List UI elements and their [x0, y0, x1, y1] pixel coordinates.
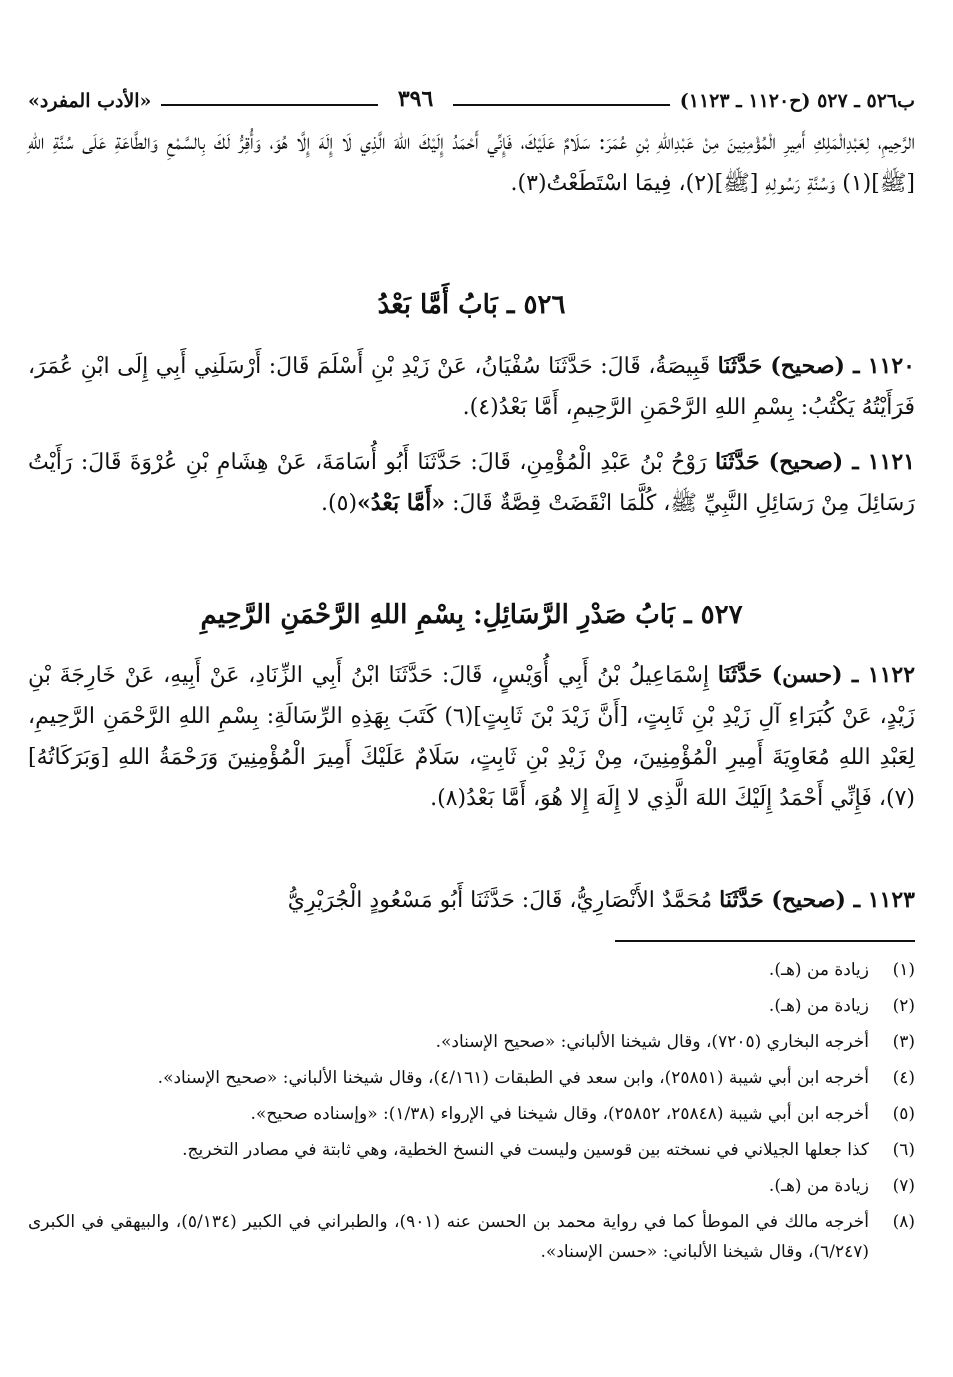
- header-rule-left: [161, 104, 377, 106]
- hadith-1120-head: ١١٢٠ ـ (صحيح) حَدَّثَنَا: [717, 353, 915, 379]
- hadith-1120-text: قَبِيصَةُ، قَالَ: حَدَّثَنَا سُفْيَانُ، عَنْ زَيْدِ بْنِ أَسْلَمَ قَالَ: أَرْسَلَنِي أَبِي إِلَى ابْنِ عُمَرَ، فَرَأَيْتُهُ يَكْتُبُ: بِسْمِ اللهِ الرَّحْمَنِ الرَّحِيمِ، أَمَّا بَعْدُ(٤).: [28, 354, 915, 420]
- chapter-527-title: ٥٢٧ ـ بَابُ صَدْرِ الرَّسَائِلِ: بِسْمِ اللهِ الرَّحْمَنِ الرَّحِيمِ: [200, 600, 743, 630]
- footnote-text: أخرجه ابن أبي شيبة (٢٥٨٤٨، ٢٥٨٥٢)، وقال شيخنا في الإرواء (١/٣٨): «وإسناده صحيح».: [250, 1104, 869, 1124]
- footnotes: [28, 955, 915, 1273]
- book-title: «الأدب المفرد»: [28, 90, 152, 112]
- footnote-text: زيادة من (هـ).: [768, 1176, 869, 1196]
- footnote-text: أخرجه البخاري (٧٢٠٥)، وقال شيخنا الألباني: «صحيح الإسناد».: [435, 1032, 869, 1052]
- hadith-1122-text: إِسْمَاعِيلُ بْنُ أَبِي أُوَيْسٍ، قَالَ: حَدَّثَنَا ابْنُ أَبِي الزِّنَادِ، عَنْ أَبِيهِ، عَنْ خَارِجَةَ بْنِ زَيْدٍ، عَنْ كُبَرَاءِ آلِ زَيْدِ بْنِ ثَابِتٍ، [أَنَّ زَيْدَ بْنَ ثَابِتٍ](٦) كَتَبَ بِهَذِهِ الرِّسَالَةِ: بِسْمِ اللهِ الرَّحْمَنِ الرَّحِيمِ، لِعَبْدِ اللهِ مُعَاوِيَةَ أَمِيرِ الْمُؤْمِنِينَ، مِنْ زَيْدِ بْنِ ثَابِتٍ، سَلَامٌ عَلَيْكَ أَمِيرَ الْمُؤْمِنِينَ وَرَحْمَةُ اللهِ [وَبَرَكَاتُهُ](٧)، فَإِنِّي أَحْمَدُ إِلَيْكَ اللهَ الَّذِي لا إِلَهَ إِلا هُوَ، أَمَّا بَعْدُ(٨).: [28, 663, 916, 811]
- footnote-3: [28, 1027, 915, 1057]
- footnote-1: [28, 955, 915, 985]
- hadith-1121-tail: «أَمَّا بَعْدُ»: [357, 490, 446, 516]
- footnote-number: (٢): [892, 996, 915, 1016]
- footnote-number: (١): [892, 960, 915, 980]
- footnote-text: زيادة من (هـ).: [768, 996, 869, 1016]
- hadith-1123-text: مُحَمَّدٌ الأَنْصَارِيُّ، قَالَ: حَدَّثَنَا أَبُو مَسْعُودٍ الْجُرَيْرِيُّ: [287, 888, 720, 913]
- header-rule-right: [453, 104, 669, 106]
- footnote-number: (٨): [892, 1212, 915, 1232]
- hadith-1123-head: ١١٢٣ ـ (صحيح) حَدَّثَنَا: [719, 887, 915, 913]
- footnote-text: كذا جعلها الجيلاني في نسخته بين قوسين وليست في النسخ الخطية، وهي ثابتة في مصادر التخريج.: [182, 1140, 869, 1160]
- footnote-4: [28, 1063, 915, 1093]
- chapter-526-title: ٥٢٦ ـ بَابُ أَمَّا بَعْدُ: [377, 290, 566, 320]
- intro-paragraph: [28, 122, 915, 204]
- footnote-8: [28, 1207, 915, 1267]
- hadith-1120: [28, 346, 915, 428]
- footnote-number: (٦): [892, 1140, 915, 1160]
- footnote-number: (٧): [892, 1176, 915, 1196]
- hadith-1122: [28, 655, 915, 819]
- footnote-text: زيادة من (هـ).: [768, 960, 869, 980]
- hadith-1121-ref: (٥).: [321, 491, 358, 516]
- hadith-1121-text: رَوْحُ بْنُ عَبْدِ الْمُؤْمِنِ، قَالَ: حَدَّثَنَا أَبُو أُسَامَةَ، عَنْ هِشَامِ بْنِ عُرْوَةَ قَالَ: رَأَيْتُ رَسَائِلَ مِنْ رَسَائِلِ النَّبِيِّ ﷺ، كُلَّمَا انْقَضَتْ قِصَّةٌ قَالَ:: [28, 450, 915, 516]
- hadith-1121-head: ١١٢١ ـ (صحيح) حَدَّثَنَا: [715, 449, 915, 475]
- footnote-number: (٤): [892, 1068, 915, 1088]
- running-header: [28, 78, 915, 112]
- footnote-number: (٣): [892, 1032, 915, 1052]
- footnote-text: أخرجه مالك في الموطأ كما في رواية محمد بن الحسن عنه (٩٠١)، والطبراني في الكبير (٥/١٣٤)، والبيهقي في الكبرى (٦/٢٤٧)، وقال شيخنا الألباني: «حسن الإسناد».: [28, 1212, 869, 1262]
- hadith-1122-head: ١١٢٢ ـ (حسن) حَدَّثَنَا: [717, 662, 916, 688]
- footnote-separator: [615, 940, 915, 942]
- footnote-7: [28, 1171, 915, 1201]
- footnote-5: [28, 1099, 915, 1129]
- header-range: ب٥٢٦ ـ ٥٢٧ (ح١١٢٠ ـ ١١٢٣): [679, 90, 915, 112]
- footnote-6: [28, 1135, 915, 1165]
- hadith-1123: [28, 880, 915, 921]
- page-number: ٣٩٦: [397, 86, 434, 112]
- hadith-1121: [28, 442, 915, 524]
- footnote-number: (٥): [892, 1104, 915, 1124]
- footnote-2: [28, 991, 915, 1021]
- intro-text: الرَّحِيمِ، لِعَبْدِالْمَلِكِ أَمِيرِ الْمُؤْمِنِينَ مِنْ عَبْدِاللهِ بْنِ عُمَرَ: سَلَامٌ عَلَيْكَ، فَإِنِّي أَحْمَدُ إِلَيْكَ اللهَ الَّذِي لَا إِلَهَ إِلَّا هُوَ، وَأُقِرُّ لَكَ بِالسَّمْعِ وَالطَّاعَةِ عَلَى سُنَّةِ اللهِ [ﷺ](١) وَسُنَّةِ رَسُولِهِ [ﷺ](٢)، فِيمَا اسْتَطَعْتُ(٣).: [28, 130, 915, 196]
- footnote-text: أخرجه ابن أبي شيبة (٢٥٨٥١)، وابن سعد في الطبقات (٤/١٦١)، وقال شيخنا الألباني: «صحيح الإسناد».: [157, 1068, 869, 1088]
